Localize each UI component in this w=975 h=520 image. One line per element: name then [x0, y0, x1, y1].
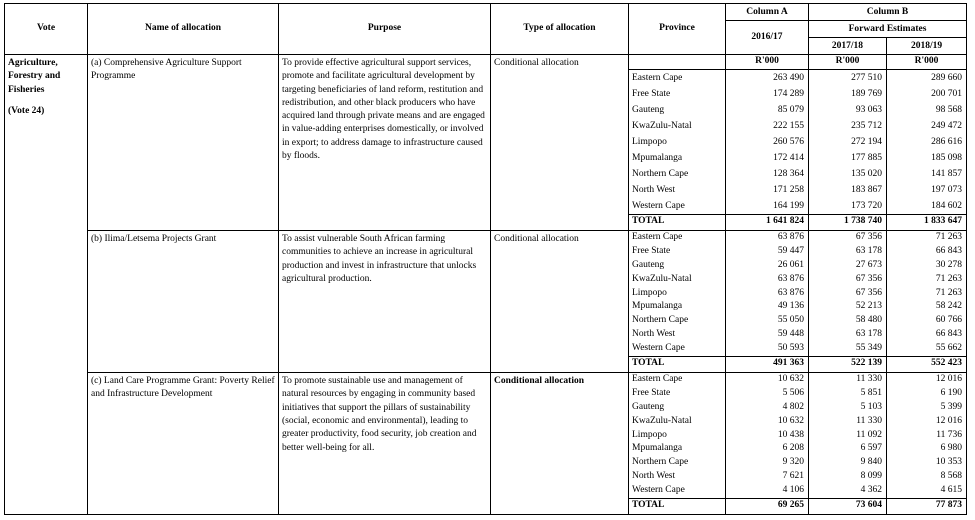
value-cell: 55 050 [777, 315, 804, 326]
province-name: Gauteng [632, 105, 665, 115]
value-cell: 5 506 [782, 387, 804, 398]
unit-label: R'000 [726, 55, 809, 70]
value-cell: 55 349 [855, 343, 882, 354]
province-name: Northern Cape [632, 457, 689, 468]
value-cell: 277 510 [851, 73, 882, 83]
header-name: Name of allocation [88, 4, 279, 55]
allocation-purpose: To promote sustainable use and management of natural resources by engaging in community based initiatives that support the pillars of sustainability (social, economic and environmental), leading to greater productivity, food security, job creation and better well-being for all. [279, 373, 491, 515]
value-cell: 4 615 [940, 485, 963, 496]
province-name: Eastern Cape [632, 374, 683, 385]
province-name: Mpumalanga [632, 301, 683, 312]
province-name: Free State [632, 89, 671, 99]
value-cell: 10 353 [935, 457, 963, 468]
province-name: Northern Cape [632, 315, 689, 326]
values-2017 [809, 231, 887, 357]
allocation-purpose: To assist vulnerable South African farming communities to achieve an increase in agricultural production and invest in infrastructure that unlocks agricultural production. [279, 231, 491, 373]
province-name: Western Cape [632, 343, 685, 354]
values-2018 [887, 70, 967, 215]
province-list [629, 231, 726, 357]
value-cell: 60 766 [935, 315, 963, 326]
value-cell: 222 155 [773, 121, 804, 131]
value-cell: 141 857 [931, 169, 963, 179]
header-year-2016: 2016/17 [726, 21, 809, 55]
value-cell: 289 660 [931, 73, 963, 83]
value-cell: 5 399 [940, 401, 963, 412]
value-cell: 6 597 [860, 443, 882, 454]
value-cell: 67 356 [855, 287, 882, 298]
value-cell: 184 602 [931, 201, 963, 211]
header-row-1 [5, 4, 967, 21]
value-cell: 11 736 [936, 429, 963, 440]
value-cell: 63 876 [777, 232, 804, 242]
value-cell: 6 980 [940, 443, 963, 454]
header-year-2017: 2017/18 [809, 38, 887, 55]
value-cell: 71 263 [935, 287, 963, 298]
value-cell: 10 632 [777, 374, 804, 385]
value-cell: 5 851 [860, 387, 882, 398]
value-cell: 58 242 [935, 301, 963, 312]
province-block [5, 373, 967, 499]
province-name: Gauteng [632, 401, 665, 412]
value-cell: 71 263 [935, 232, 963, 242]
value-cell: 85 079 [777, 105, 804, 115]
vote-number: (Vote 24) [8, 105, 45, 116]
allocation-type: Conditional allocation [491, 55, 629, 231]
value-cell: 30 278 [935, 259, 963, 270]
value-cell: 172 414 [773, 153, 804, 163]
value-cell: 59 448 [777, 329, 804, 340]
header-year-2018: 2018/19 [887, 38, 967, 55]
value-cell: 249 472 [931, 121, 963, 131]
province-name: North West [632, 471, 676, 482]
header-column-b: Column B [809, 4, 967, 21]
value-cell: 8 099 [860, 471, 882, 482]
value-cell: 66 843 [935, 245, 963, 256]
value-cell: 135 020 [851, 169, 882, 179]
unit-label: R'000 [809, 55, 887, 70]
value-cell: 9 320 [782, 457, 804, 468]
province-name: Western Cape [632, 201, 685, 211]
value-cell: 50 593 [777, 343, 804, 354]
total-2016: 1 641 824 [726, 215, 809, 231]
value-cell: 11 330 [856, 374, 882, 385]
province-name: Eastern Cape [632, 73, 683, 83]
value-cell: 12 016 [935, 374, 963, 385]
province-name: Gauteng [632, 259, 665, 270]
total-2017: 522 139 [809, 357, 887, 373]
value-cell: 27 673 [855, 259, 882, 270]
values-2018 [887, 231, 967, 357]
value-cell: 183 867 [851, 185, 882, 195]
province-name: KwaZulu-Natal [632, 415, 692, 426]
allocation-table [4, 3, 967, 515]
value-cell: 128 364 [773, 169, 804, 179]
value-cell: 67 356 [855, 232, 882, 242]
total-2018: 552 423 [887, 357, 967, 373]
value-cell: 12 016 [935, 415, 963, 426]
value-cell: 200 701 [931, 89, 963, 99]
value-cell: 171 258 [773, 185, 804, 195]
province-name: Mpumalanga [632, 153, 683, 163]
province-name: KwaZulu-Natal [632, 121, 692, 131]
province-name: Free State [632, 245, 671, 256]
value-cell: 173 720 [851, 201, 882, 211]
value-cell: 235 712 [851, 121, 882, 131]
value-cell: 93 063 [855, 105, 882, 115]
value-cell: 63 178 [855, 245, 882, 256]
value-cell: 174 289 [773, 89, 804, 99]
province-name: Mpumalanga [632, 443, 683, 454]
vote-name: Agriculture, Forestry and Fisheries [8, 58, 61, 95]
value-cell: 9 840 [860, 457, 882, 468]
value-cell: 63 876 [777, 287, 804, 298]
allocation-type: Conditional allocation [491, 231, 629, 373]
values-2017 [809, 70, 887, 215]
value-cell: 164 199 [773, 201, 804, 211]
header-vote: Vote [5, 4, 88, 55]
value-cell: 49 136 [777, 301, 804, 312]
value-cell: 11 092 [856, 429, 882, 440]
values-2016 [726, 70, 809, 215]
value-cell: 10 632 [777, 415, 804, 426]
value-cell: 11 330 [856, 415, 882, 426]
value-cell: 272 194 [851, 137, 882, 147]
province-name: Limpopo [632, 429, 667, 440]
value-cell: 67 356 [855, 273, 882, 284]
values-2018 [887, 373, 967, 499]
value-cell: 286 616 [931, 137, 963, 147]
value-cell: 8 568 [940, 471, 963, 482]
value-cell: 260 576 [773, 137, 804, 147]
value-cell: 26 061 [777, 259, 804, 270]
value-cell: 6 208 [782, 443, 804, 454]
total-label: TOTAL [629, 499, 726, 515]
value-cell: 66 843 [935, 329, 963, 340]
value-cell: 55 662 [935, 343, 963, 354]
allocation-type: Conditional allocation [491, 373, 629, 515]
province-name: North West [632, 185, 676, 195]
value-cell: 59 447 [777, 245, 804, 256]
value-cell: 177 885 [851, 153, 882, 163]
values-2016 [726, 231, 809, 357]
province-list [629, 373, 726, 499]
province-name: Limpopo [632, 137, 667, 147]
header-forward-estimates: Forward Estimates [809, 21, 967, 38]
value-cell: 263 490 [773, 73, 804, 83]
value-cell: 6 190 [940, 387, 963, 398]
total-label: TOTAL [629, 215, 726, 231]
province-list [629, 70, 726, 215]
total-2017: 73 604 [809, 499, 887, 515]
header-province: Province [629, 4, 726, 55]
value-cell: 185 098 [931, 153, 963, 163]
header-purpose: Purpose [279, 4, 491, 55]
values-2016 [726, 373, 809, 499]
value-cell: 63 178 [855, 329, 882, 340]
vote-cell [5, 55, 88, 515]
total-2018: 1 833 647 [887, 215, 967, 231]
value-cell: 52 213 [855, 301, 882, 312]
value-cell: 4 106 [782, 485, 804, 496]
total-label: TOTAL [629, 357, 726, 373]
value-cell: 63 876 [777, 273, 804, 284]
total-2016: 491 363 [726, 357, 809, 373]
total-2017: 1 738 740 [809, 215, 887, 231]
value-cell: 197 073 [931, 185, 963, 195]
total-2016: 69 265 [726, 499, 809, 515]
province-name: Eastern Cape [632, 232, 683, 242]
total-2018: 77 873 [887, 499, 967, 515]
allocation-name: (c) Land Care Programme Grant: Poverty Relief and Infrastructure Development [88, 373, 279, 515]
value-cell: 7 621 [782, 471, 804, 482]
province-name: KwaZulu-Natal [632, 273, 692, 284]
value-cell: 5 103 [860, 401, 882, 412]
province-name: Free State [632, 387, 671, 398]
value-cell: 189 769 [851, 89, 882, 99]
header-column-a: Column A [726, 4, 809, 21]
province-name: Limpopo [632, 287, 667, 298]
value-cell: 4 362 [860, 485, 882, 496]
header-type: Type of allocation [491, 4, 629, 55]
unit-blank [629, 55, 726, 70]
value-cell: 4 802 [782, 401, 804, 412]
province-name: Northern Cape [632, 169, 689, 179]
province-block [5, 231, 967, 357]
allocation-name: (a) Comprehensive Agriculture Support Programme [88, 55, 279, 231]
unit-label: R'000 [887, 55, 967, 70]
province-name: Western Cape [632, 485, 685, 496]
value-cell: 98 568 [935, 105, 963, 115]
allocation-name: (b) Ilima/Letsema Projects Grant [88, 231, 279, 373]
value-cell: 10 438 [777, 429, 804, 440]
unit-row [5, 55, 967, 70]
value-cell: 58 480 [855, 315, 882, 326]
values-2017 [809, 373, 887, 499]
province-name: North West [632, 329, 676, 340]
value-cell: 71 263 [935, 273, 963, 284]
allocation-purpose: To provide effective agricultural support services, promote and facilitate agricultural development by targeting beneficiaries of land reform, restitution and redistribution, and other black producers who have acquired land through private means and are engaged in value-adding enterprises domestically, or involved in export; to address damage to infrastructure caused by floods. [279, 55, 491, 231]
